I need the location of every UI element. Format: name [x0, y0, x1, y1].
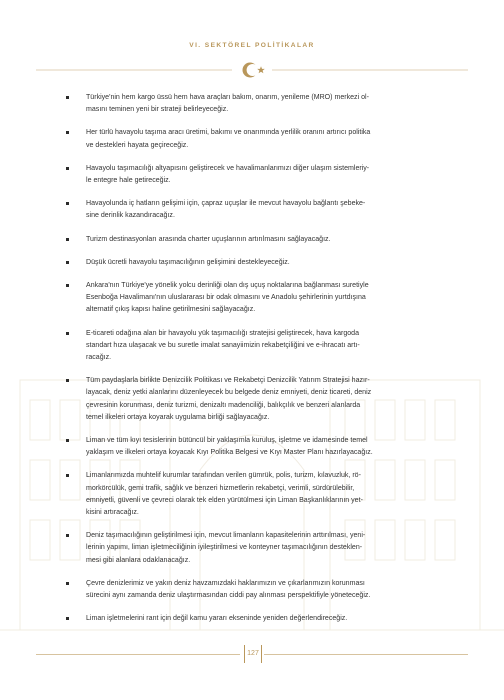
item-line: racağız.	[86, 354, 112, 362]
item-line: sine derinlik kazandıracağız.	[86, 212, 175, 220]
item-line: alternatif çıkış kapısı haline getirilmesini sağlayacağız.	[86, 306, 256, 314]
item-line: çevresinin korunması, deniz turizmi, denizaltı madenciliği, balıkçılık ve benzeri alanlarda	[86, 401, 361, 409]
bullet-icon	[66, 167, 69, 170]
bullet-icon	[66, 131, 69, 134]
item-line: Limanlarımızda muhtelif kurumlar tarafından verilen gümrük, polis, turizm, kılavuzluk, rö-	[86, 472, 361, 480]
list-item	[66, 578, 428, 602]
crescent-star-ornament	[0, 60, 504, 80]
bullet-icon	[66, 534, 69, 537]
list-item	[66, 92, 428, 116]
item-line: Turizm destinasyonları arasında charter uçuşlarının artırılmasını sağlayacağız.	[86, 235, 331, 243]
item-line: Her türlü havayolu taşıma aracı üretimi, bakımı ve onarımında yerlilik oranını artırıcı politika	[86, 129, 371, 137]
bullet-icon	[66, 474, 69, 477]
list-item	[66, 280, 428, 317]
item-line: Türkiye'nin hem kargo üssü hem hava araçları bakım, onarım, yenileme (MRO) merkezi ol-	[86, 94, 369, 101]
footer-divider-left	[36, 654, 240, 655]
list-item	[66, 375, 428, 424]
list-item	[66, 613, 428, 625]
list-item	[66, 470, 428, 519]
list-item	[66, 530, 428, 567]
bullet-icon	[66, 582, 69, 585]
crescent-icon	[243, 63, 259, 78]
item-line: mesi gibi alanlara odaklanacağız.	[86, 556, 191, 564]
item-line: Havayolunda iç hatların gelişimi için, çapraz uçuşlar ile mevcut havayolu bağlantı şebeke-	[86, 200, 366, 208]
bullet-icon	[66, 332, 69, 335]
item-line: sürecini aynı zamanda deniz ulaştırmasından ciddi pay alınması perspektifiyle yöneteceğiz.	[86, 592, 371, 600]
bullet-icon	[66, 261, 69, 264]
list-item	[66, 435, 428, 459]
item-line: emniyetli, güvenli ve çevreci olarak tek elden yürütülmesi için Liman Başkanlıklarının yet-	[86, 496, 363, 504]
item-line: masını teminen yeni bir strateji belirleyeceğiz.	[86, 106, 229, 114]
bullet-icon	[66, 379, 69, 382]
page-number: 127	[244, 645, 262, 663]
list-item	[66, 328, 428, 365]
list-item	[66, 163, 428, 187]
item-line: yaklaşım ve ilkeleri ortaya koyacak Kıyı Politika Belgesi ve Kıyı Master Planı hazırlayacağız.	[86, 449, 373, 457]
item-line: Deniz taşımacılığının geliştirilmesi için, mevcut limanların kapasitelerinin arttırılması, yeni-	[86, 532, 366, 540]
bullet-icon	[66, 202, 69, 205]
bullet-icon	[66, 238, 69, 241]
item-line: lerinin yapımı, liman işletmeciliğinin iyileştirilmesi ve konteyner taşımacılığının desteklen-	[86, 544, 363, 552]
item-line: Esenboğa Havalimanı'nın uluslararası bir odak olmasını ve Anadolu şehirlerinin yurtdışına	[86, 294, 366, 302]
bullet-icon	[66, 96, 69, 99]
item-line: E-ticareti odağına alan bir havayolu yük taşımacılığı stratejisi geliştirecek, hava kargoda	[86, 329, 360, 337]
item-line: Çevre denizlerimiz ve yakın deniz havzamızdaki haklarımızın ve çıkarlarımızın korunması	[86, 579, 365, 587]
footer-divider-right	[264, 654, 468, 655]
item-line: morkörcülük, gemi trafik, sağlık ve benzeri hizmetlerin rekabetçi, verimli, sürdürülebilir,	[86, 484, 355, 492]
bullet-icon	[66, 617, 69, 620]
item-line: Düşük ücretli havayolu taşımacılığının gelişimini destekleyeceğiz.	[86, 258, 290, 266]
list-item	[66, 198, 428, 222]
bullet-icon	[66, 439, 69, 442]
item-line: kisini artıracağız.	[86, 509, 139, 517]
item-line: Liman işletmelerini rant için değil kamu yararı ekseninde yeniden değerlendireceğiz.	[86, 615, 348, 623]
item-line: Ankara'nın Türkiye'ye yönelik yolcu derinliği olan dış uçuş noktalarına bağlanması suretiyle	[86, 282, 369, 290]
item-line: standart hıza ulaşacak ve bu suretle imalat sanayiimizin rekabetçiliğini ve e-ihracatı artı-	[86, 341, 360, 349]
list-item	[66, 234, 428, 246]
list-item	[66, 127, 428, 151]
item-line: ve destekleri hayata geçireceğiz.	[86, 141, 189, 149]
item-line: le entegre hale getireceğiz.	[86, 177, 171, 185]
section-title: VI. SEKTÖREL POLİTİKALAR	[189, 42, 315, 49]
item-line: Havayolu taşımacılığı altyapısını geliştirecek ve havalimanlarımızı diğer ulaşım sistemleriy-	[86, 164, 370, 172]
list-item	[66, 257, 428, 269]
item-line: temel ilkeleri ortaya koyarak uygulama birliği sağlayacağız.	[86, 413, 270, 421]
star-icon	[257, 66, 265, 73]
policy-list	[66, 92, 428, 626]
item-line: Tüm paydaşlarla birlikte Denizcilik Politikası ve Rekabetçi Denizcilik Yatırım Stratejisi hazır-	[86, 377, 370, 385]
page-header	[0, 42, 504, 49]
bullet-icon	[66, 284, 69, 287]
item-line: layacak, deniz yetki alanlarını düzenleyecek bu belgede deniz emniyeti, deniz ticareti, deniz	[86, 389, 372, 397]
item-line: Liman ve tüm kıyı tesislerinin bütüncül bir yaklaşımla kuruluş, işletme ve idamesinde temel	[86, 437, 368, 445]
